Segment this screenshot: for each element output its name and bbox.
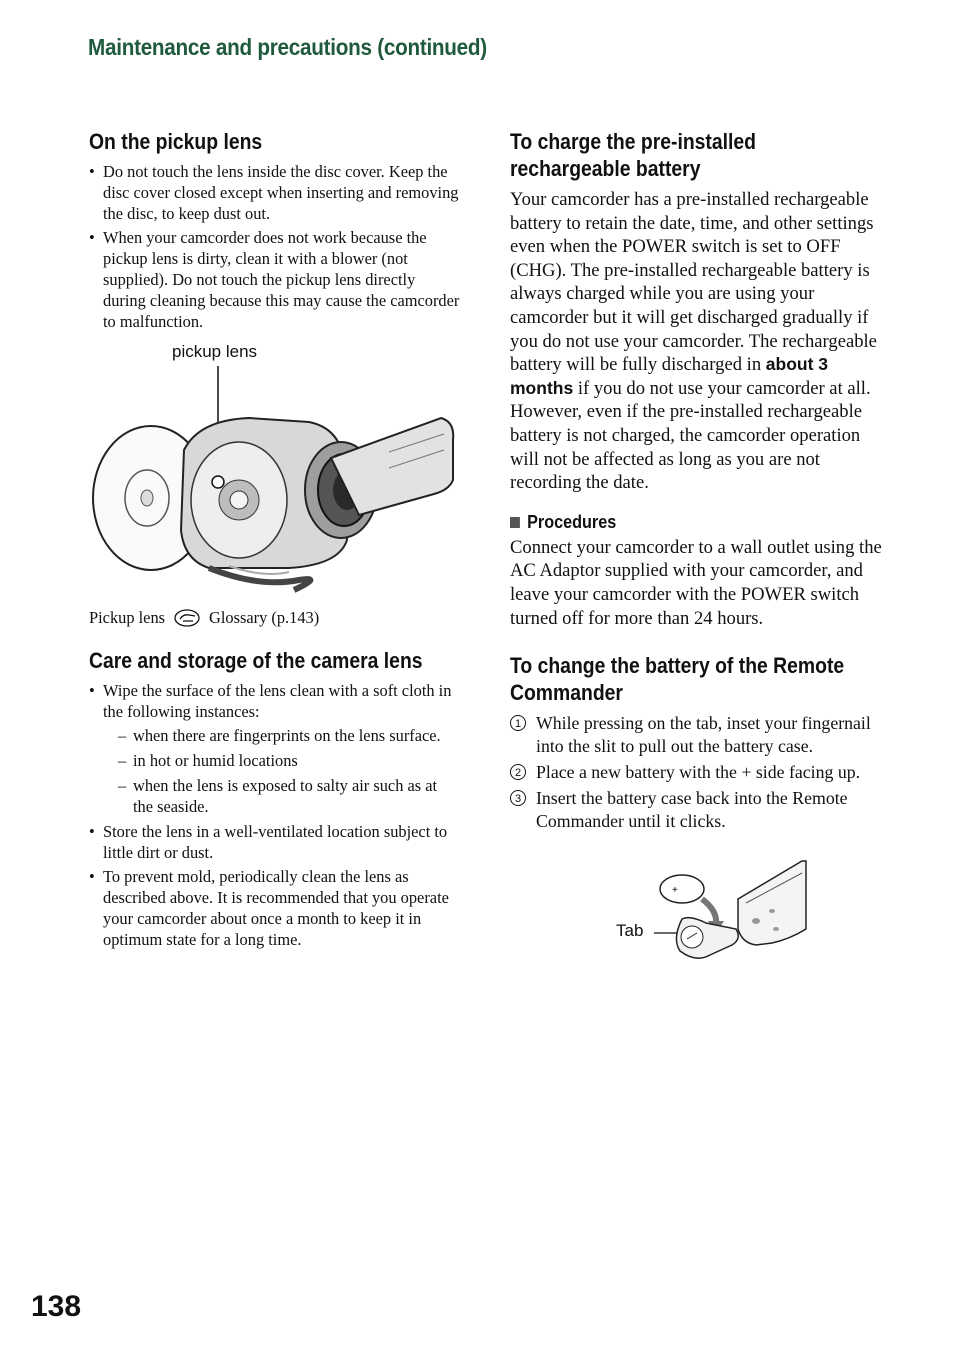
- sub-list-item: – in hot or humid locations: [103, 750, 461, 771]
- pickup-lens-caption: [89, 608, 461, 628]
- procedures-heading: [510, 512, 845, 533]
- charge-battery-paragraph: [510, 188, 882, 495]
- heading-line: rechargeable battery: [510, 156, 701, 181]
- paragraph-text: if you do not use your camcorder at all. However, even if the pre-installed rechargeable battery is not charged, the camcorder operation will not be affected as long as you are not recording the date.: [510, 377, 871, 494]
- step-item: [510, 761, 882, 784]
- procedures-label: Procedures: [527, 511, 617, 532]
- tab-callout: Tab: [616, 921, 644, 941]
- list-item: • Do not touch the lens inside the disc cover. Keep the disc cover closed except when inserting and removing the disc, to keep dust out.: [89, 161, 461, 224]
- camcorder-illustration: [89, 340, 461, 602]
- sub-list-item: – when there are fingerprints on the lens surface.: [103, 725, 461, 746]
- step-number: 2: [510, 764, 526, 780]
- square-bullet-icon: [510, 517, 520, 528]
- remote-battery-heading: To change the battery of the Remote Commander: [510, 653, 845, 706]
- camcorder-figure: [89, 340, 461, 602]
- list-item: • Store the lens in a well-ventilated location subject to little dirt or dust.: [89, 821, 461, 863]
- step-item: [510, 712, 882, 758]
- list-item: • When your camcorder does not work because the pickup lens is dirty, clean it with a blower (not supplied). Do not touch the pickup lens directly during cleaning because this may cause the camcorder to malfunction.: [89, 227, 461, 332]
- step-number: 1: [510, 715, 526, 731]
- care-storage-list: [89, 680, 461, 950]
- sub-list-item: – when the lens is exposed to salty air such as at the seaside.: [103, 775, 461, 817]
- left-column: [89, 128, 461, 953]
- heading-line: To charge the pre-installed: [510, 129, 757, 154]
- charge-battery-heading: [510, 128, 880, 182]
- emphasis-duration: about 3 months: [510, 354, 829, 398]
- remote-steps-list: [510, 712, 882, 833]
- pickup-lens-callout: pickup lens: [172, 342, 258, 361]
- page-number: 138: [31, 1290, 82, 1323]
- list-item-text: Wipe the surface of the lens clean with a soft cloth in the following instances:: [103, 681, 452, 721]
- step-text: Place a new battery with the + side facing up.: [536, 762, 861, 783]
- sub-list: [103, 725, 461, 817]
- page-header: Maintenance and precautions (continued): [88, 34, 487, 60]
- svg-text:+: +: [672, 885, 678, 897]
- remote-battery-illustration: [510, 859, 882, 979]
- paragraph-text: Your camcorder has a pre-installed rechargeable battery to retain the date, time, and other settings even when the POWER switch is set to OFF (CHG). The pre-installed rechargeable battery is always charged while you are using your camcorder but it will get discharged gradually if you do not use your camcorder. The rechargeable battery will be fully discharged in: [510, 189, 877, 376]
- caption-glossary-link[interactable]: Glossary (p.143): [209, 608, 320, 627]
- remote-figure: [510, 859, 882, 979]
- right-column: [510, 128, 882, 979]
- list-item: [89, 680, 461, 817]
- step-item: [510, 787, 882, 833]
- caption-term: Pickup lens: [89, 608, 166, 627]
- procedures-paragraph: Connect your camcorder to a wall outlet using the AC Adaptor supplied with your camcorder, and leave your camcorder with the POWER switch turned off for more than 24 hours.: [510, 536, 882, 629]
- list-item: • To prevent mold, periodically clean the lens as described above. It is recommended that you operate your camcorder about once a month to keep it in optimum state for a long time.: [89, 866, 461, 950]
- glossary-hand-icon: [173, 608, 201, 628]
- pickup-lens-list: [89, 161, 461, 332]
- step-text: Insert the battery case back into the Remote Commander until it clicks.: [536, 788, 848, 832]
- step-text: While pressing on the tab, inset your fingernail into the slit to pull out the battery case.: [536, 713, 871, 757]
- pickup-lens-heading: On the pickup lens: [89, 129, 263, 154]
- care-storage-heading: Care and storage of the camera lens: [89, 648, 423, 673]
- step-number: 3: [510, 790, 526, 806]
